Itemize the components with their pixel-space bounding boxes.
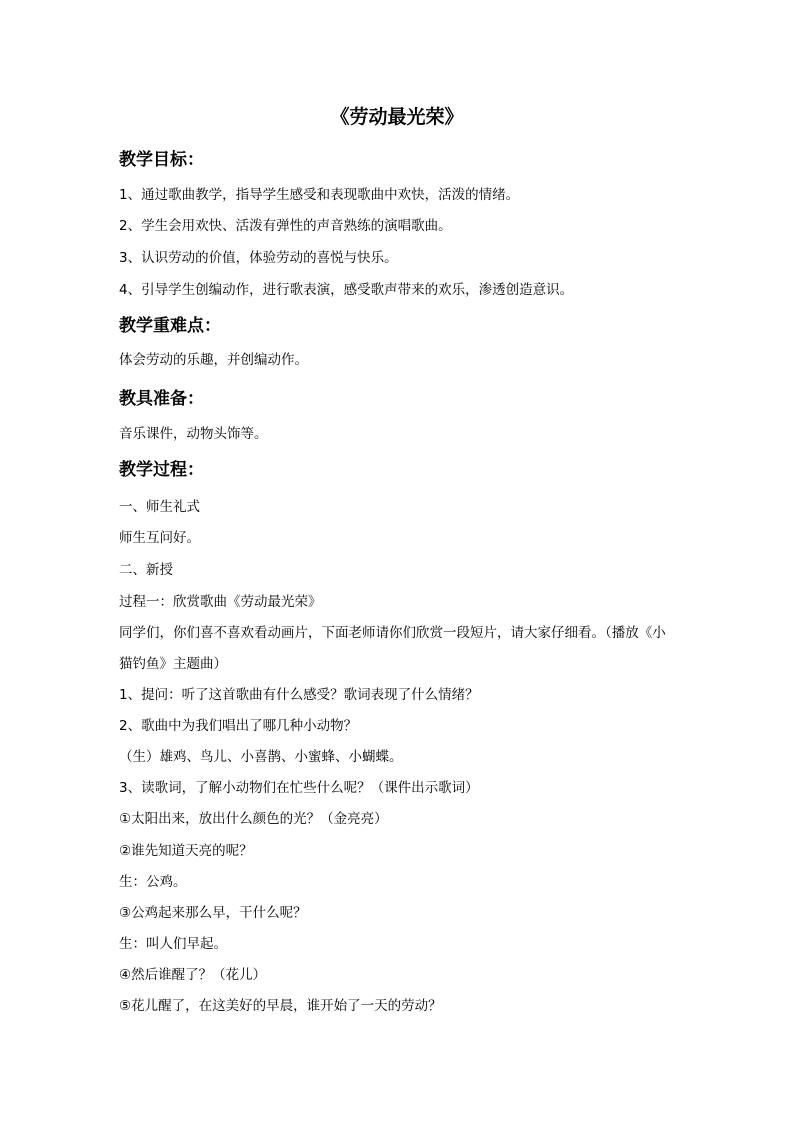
document-title: 《劳动最光荣》 (330, 106, 464, 128)
process-line: 过程一：欣赏歌曲《劳动最光荣》 (119, 594, 322, 610)
section-heading-goals: 教学目标： (119, 150, 204, 170)
section-heading-process: 教学过程： (119, 460, 204, 480)
section-heading-key-points: 教学重难点： (119, 316, 221, 336)
process-line: 同学们，你们喜不喜欢看动画片，下面老师请你们欣赏一段短片，请大家仔细看。（播放《小 (119, 625, 666, 641)
process-line: ⑤花儿醒了，在这美好的早晨，谁开始了一天的劳动？ (119, 998, 442, 1014)
goal-item-3: 3、认识劳动的价值，体验劳动的喜悦与快乐。 (119, 250, 398, 266)
materials-text: 音乐课件，动物头饰等。 (119, 426, 268, 442)
goal-item-4: 4、引导学生创编动作，进行歌表演，感受歌声带来的欢乐，渗透创造意识。 (119, 282, 574, 298)
process-line: 师生互问好。 (119, 530, 200, 546)
process-line: 二、新授 (119, 562, 173, 578)
process-line: ①太阳出来，放出什么颜色的光？（金亮亮） (119, 811, 388, 827)
process-line: ②谁先知道天亮的呢？ (119, 843, 253, 859)
goal-item-1: 1、通过歌曲教学，指导学生感受和表现歌曲中欢快，活泼的情绪。 (119, 187, 520, 203)
goal-item-2: 2、学生会用欢快、活泼有弹性的声音熟练的演唱歌曲。 (119, 218, 452, 234)
process-line: ④然后谁醒了？（花儿） (119, 967, 267, 983)
section-heading-materials: 教具准备： (119, 389, 204, 409)
key-points-text: 体会劳动的乐趣，并创编动作。 (119, 352, 308, 368)
process-line: 生：叫人们早起。 (119, 936, 227, 952)
process-line: 1、提问：听了这首歌曲有什么感受？歌词表现了什么情绪？ (119, 687, 479, 703)
process-line: 2、歌曲中为我们唱出了哪几种小动物？ (119, 718, 358, 734)
process-line: 生：公鸡。 (119, 874, 187, 890)
process-line: 3、读歌词，了解小动物们在忙些什么呢？（课件出示歌词） (119, 780, 479, 796)
process-line: 猫钓鱼》主题曲） (119, 656, 227, 672)
process-line: 一、师生礼式 (119, 499, 200, 515)
process-line: （生）雄鸡、鸟儿、小喜鹊、小蜜蜂、小蝴蝶。 (119, 749, 403, 765)
process-line: ③公鸡起来那么早，干什么呢？ (119, 905, 307, 921)
